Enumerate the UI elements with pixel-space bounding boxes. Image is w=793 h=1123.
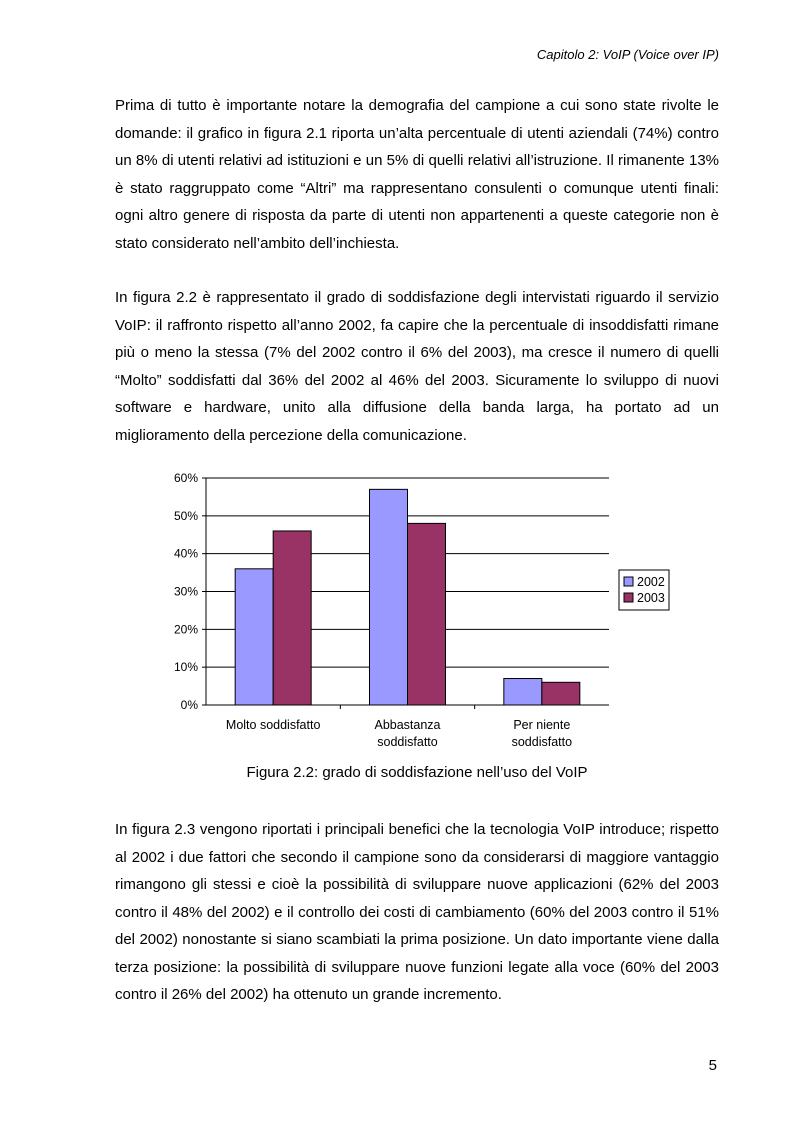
x-tick-label: Abbastanza [374,718,441,732]
y-tick-label: 30% [173,584,198,599]
y-tick-label: 10% [173,660,198,675]
bar-2003 [408,523,446,705]
y-tick-label: 50% [173,508,198,523]
paragraph-demographics: Prima di tutto è importante notare la demografia del campione a cui sono state rivolte le domande: il grafico in figura 2.1 riporta un’alta percentuale di utenti aziendali (74%) contro un 8% di utenti relativi ad istituzioni e un 5% di quelli relativi all’istruzione. Il rimanente 13% è stato raggruppato come “Altri” ma rappresentano consulenti o comunque utenti finali: ogni altro genere di risposta da parte di utenti non appartenenti a queste categorie non è stato considerato nell’ambito dell’inchiesta. [115,97,719,252]
satisfaction-bar-chart [160,468,680,758]
y-tick-label: 0% [180,698,198,712]
running-header: Capitolo 2: VoIP (Voice over IP) [536,47,719,62]
bar-2003 [542,682,580,705]
bar-2002 [370,489,408,705]
bar-2003 [273,531,311,705]
paragraph-satisfaction: In figura 2.2 è rappresentato il grado di soddisfazione degli intervistati riguardo il servizio VoIP: il raffronto rispetto all’anno 2002, fa capire che la percentuale di insoddisfatti rimane più o meno la stessa (7% del 2002 contro il 6% del 2003), ma cresce il numero di quelli “Molto” soddisfatti dal 36% del 2002 al 46% del 2003. Sicuramente lo sviluppo di nuovi software e hardware, unito alla diffusione della banda larga, ha portato ad un miglioramento della percezione della comunicazione. [115,289,719,444]
paragraph-benefits: In figura 2.3 vengono riportati i principali benefici che la tecnologia VoIP introduce; rispetto al 2002 i due fattori che secondo il campione sono da considerarsi di maggiore vantaggio rimangono gli stessi e cioè la possibilità di sviluppare nuove applicazioni (62% del 2003 contro il 48% del 2002) e il controllo dei costi di cambiamento (60% del 2003 contro il 51% del 2002) nonostante si siano scambiati la prima posizione. Un dato importante viene dalla terza posizione: la possibilità di sviluppare nuove funzioni legate alla voce (60% del 2003 contro il 26% del 2002) ha ottenuto un grande incremento. [115,821,719,1003]
bar-2002 [235,569,273,705]
page-number: 5 [708,1057,717,1074]
chart-canvas [160,468,680,758]
y-tick-label: 20% [173,622,198,637]
x-tick-label: soddisfatto [377,735,438,749]
legend-label: 2002 [637,575,665,589]
bar-2002 [504,679,542,705]
y-tick-label: 60% [173,471,198,485]
x-tick-label: Per niente [513,718,571,732]
legend-swatch-2002 [624,577,633,586]
figure-caption: Figura 2.2: grado di soddisfazione nell’uso del VoIP [246,764,588,781]
x-tick-label: Molto soddisfatto [225,718,321,732]
y-tick-label: 40% [173,546,198,561]
legend-swatch-2003 [624,593,633,602]
x-tick-label: soddisfatto [511,735,573,749]
legend-label: 2003 [637,591,665,605]
